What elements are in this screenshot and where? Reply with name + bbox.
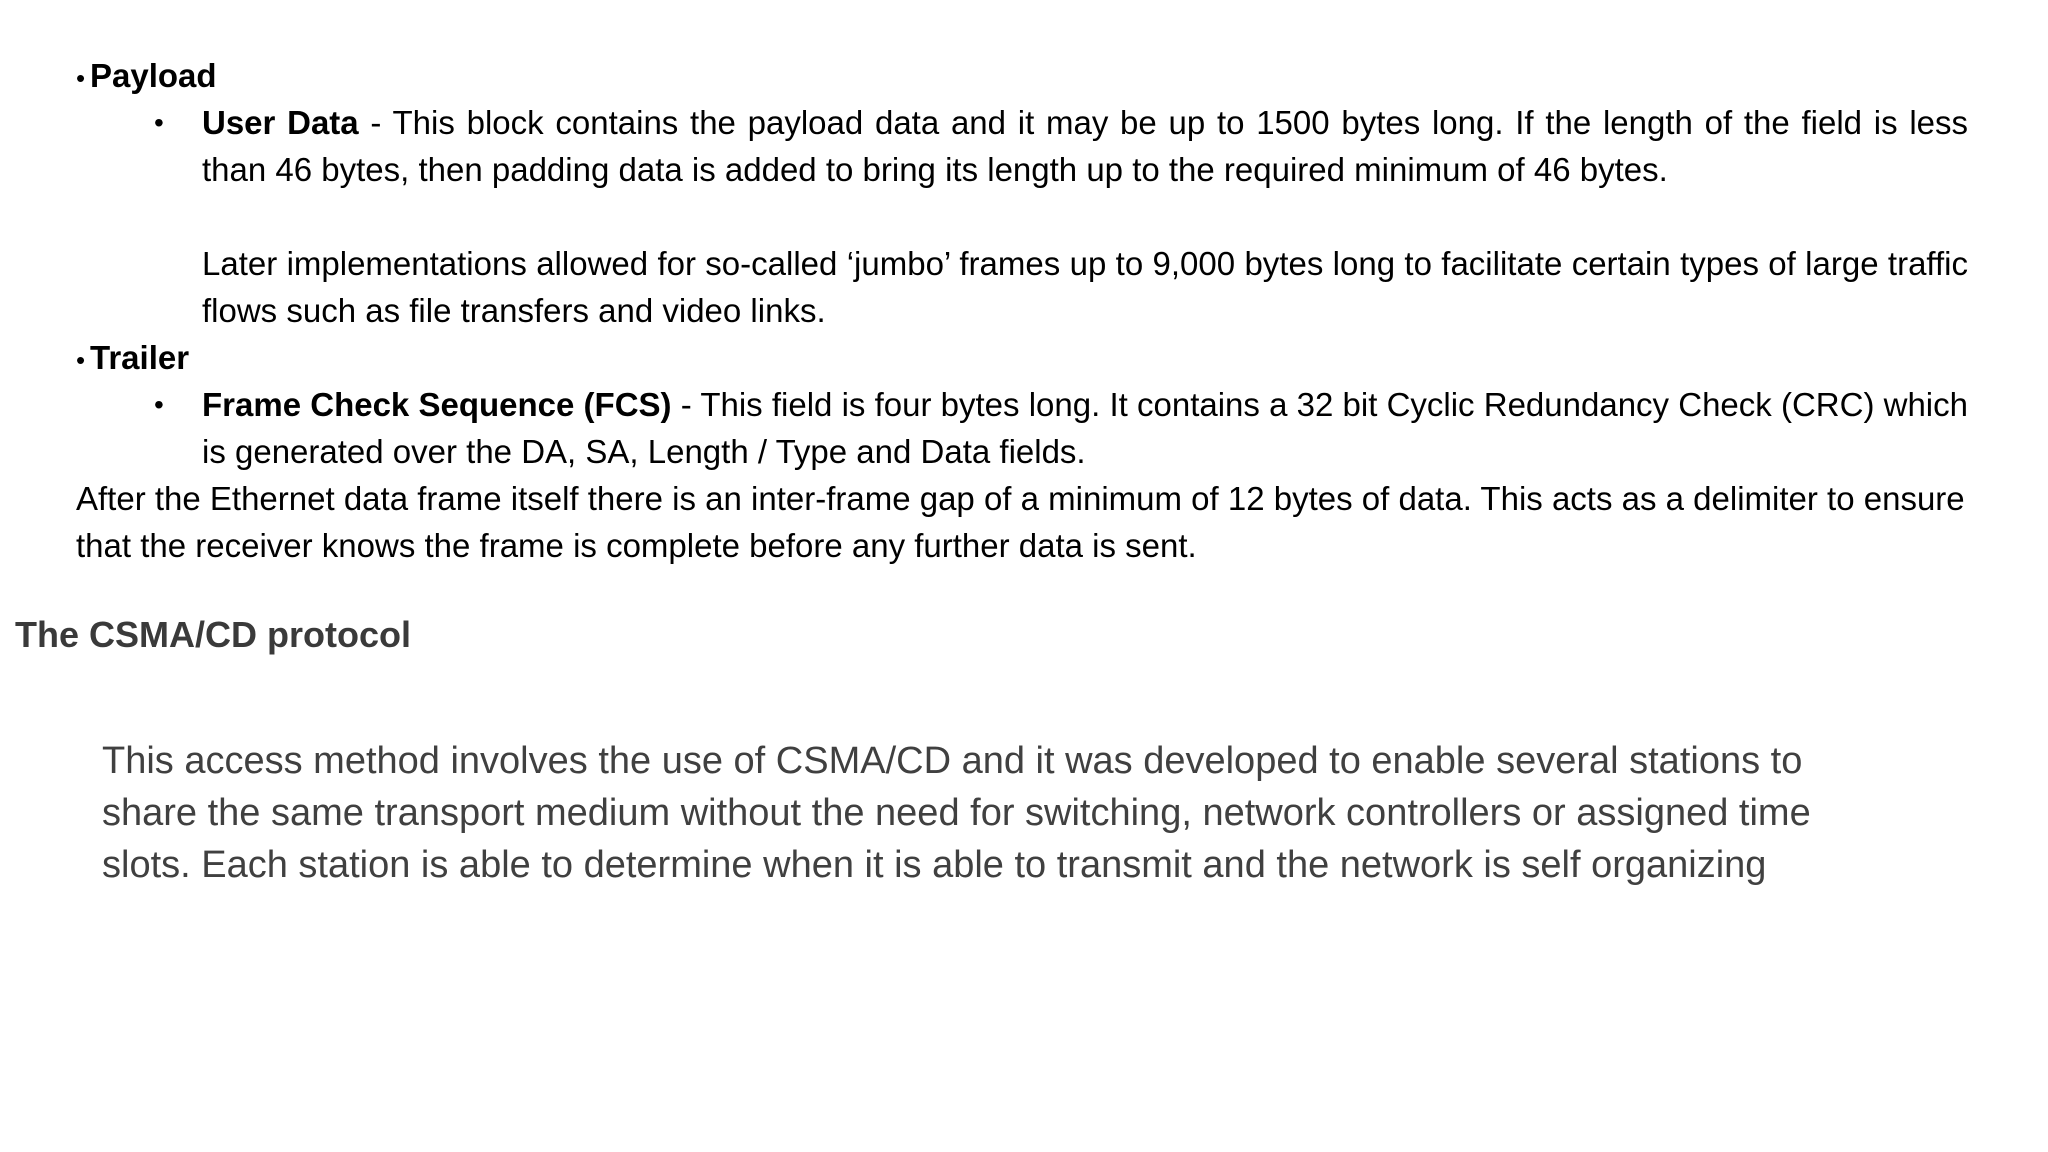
fcs-text: - This field is four bytes long. It contains a 32 bit Cyclic Redundancy Check (CRC) which is generated over the DA, SA, Length / Type and Data fields.: [202, 386, 1968, 470]
frame-fields-text: [76, 52, 1968, 569]
fcs-lead: Frame Check Sequence (FCS): [202, 386, 672, 423]
user-data-paragraph: [202, 99, 1968, 193]
bullet-icon: •: [76, 63, 86, 93]
inter-frame-gap-paragraph: After the Ethernet data frame itself there is an inter-frame gap of a minimum of 12 bytes of data. This acts as a delimiter to ensure that the receiver knows the frame is complete before any further data is sent.: [76, 480, 1965, 564]
trailer-bullet: [76, 334, 1968, 381]
sub-bullet-icon: •: [154, 107, 164, 138]
payload-bullet: [76, 52, 1968, 99]
section-heading: The CSMA/CD protocol: [15, 614, 411, 655]
user-data-text: - This block contains the payload data and it may be up to 1500 bytes long. If the length of the field is less than 46 bytes, then padding data is added to bring its length up to the required minimum of 46 bytes.: [202, 104, 1969, 188]
user-data-item: [154, 99, 1969, 334]
payload-heading: Payload: [90, 57, 217, 94]
user-data-lead: User Data: [202, 104, 359, 141]
section-body-paragraph: This access method involves the use of CSMA/CD and it was developed to enable several stations to share the same transport medium without the need for switching, network controllers or assigned time slots. Each station is able to determine when it is able to transmit and the network is self organizing: [102, 740, 1811, 886]
bullet-icon: •: [76, 345, 86, 375]
fcs-item: [154, 381, 1968, 475]
jumbo-frames-paragraph: Later implementations allowed for so-called ‘jumbo’ frames up to 9,000 bytes long to facilitate certain types of large traffic flows such as file transfers and video links.: [202, 245, 1968, 329]
fcs-paragraph: [202, 381, 1968, 475]
sub-bullet-icon: •: [154, 389, 164, 420]
trailer-heading: Trailer: [90, 339, 190, 376]
